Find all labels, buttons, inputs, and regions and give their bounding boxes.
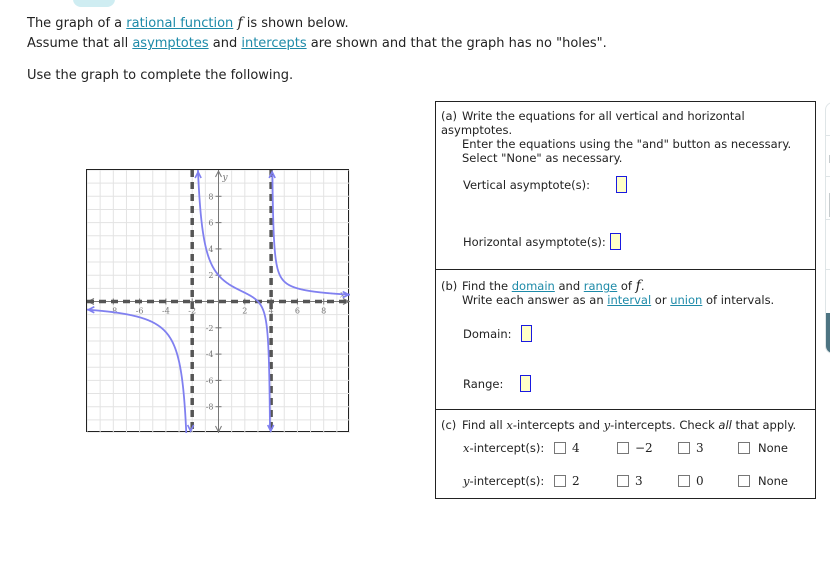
top-tab-pill <box>73 0 115 7</box>
checkbox[interactable] <box>738 442 750 454</box>
y-intercept-option-2[interactable]: 2 <box>554 474 580 488</box>
x-axis-label: x <box>340 290 346 301</box>
y-intercept-option-none[interactable]: None <box>738 474 788 488</box>
vertical-asymptote-label: Vertical asymptote(s): <box>463 177 591 192</box>
x-intercept-option-neg2[interactable]: −2 <box>617 441 653 455</box>
checkbox[interactable] <box>554 475 566 487</box>
x-tick-label: -6 <box>135 306 144 316</box>
y-intercept-option-3[interactable]: 3 <box>617 474 643 488</box>
checkbox[interactable] <box>554 442 566 454</box>
y-axis-label: y <box>222 173 228 183</box>
link-intercepts[interactable]: intercepts <box>241 36 307 51</box>
y-tick-label: 4 <box>208 244 214 254</box>
question-panel <box>435 101 816 499</box>
x-tick-label: 2 <box>242 306 248 316</box>
domain-input[interactable] <box>521 325 532 342</box>
horizontal-asymptote-row <box>463 233 621 250</box>
y-tick-label: 2 <box>208 271 214 281</box>
x-tick-label: -4 <box>162 306 170 316</box>
y-tick-label: 6 <box>208 218 214 228</box>
part-c-instructions: (c) Find all x-intercepts and y-intercepts. Check all that apply. <box>441 418 797 432</box>
link-interval[interactable]: interval <box>607 293 652 307</box>
x-intercept-label: x -intercept(s): <box>463 441 545 455</box>
x-tick-label: -2 <box>188 306 197 316</box>
y-intercept-option-0[interactable]: 0 <box>678 474 704 488</box>
part-b-instructions: (b) Find the domain and range of f. Write each answer as an interval or union of intervals. <box>441 278 775 307</box>
intro-line-1: The graph of a rational function f is shown below. <box>27 15 349 31</box>
side-toolbar[interactable] <box>825 102 830 354</box>
x-intercept-option-4[interactable]: 4 <box>554 441 580 455</box>
part-b-section <box>436 270 815 410</box>
link-asymptotes[interactable]: asymptotes <box>132 36 209 51</box>
intro-line-2: Assume that all asymptotes and intercepts are shown and that the graph has no "holes". <box>27 36 607 51</box>
checkbox[interactable] <box>617 475 629 487</box>
checkbox[interactable] <box>678 475 690 487</box>
problem-intro <box>27 13 607 86</box>
domain-label: Domain: <box>463 326 512 341</box>
y-tick-label: -4 <box>205 350 214 360</box>
rational-function-graph <box>86 169 349 432</box>
link-union[interactable]: union <box>670 293 703 307</box>
intro-line-3: Use the graph to complete the following. <box>27 68 294 83</box>
x-intercept-option-3[interactable]: 3 <box>678 441 704 455</box>
horizontal-asymptote-label: Horizontal asymptote(s): <box>463 234 606 249</box>
part-a-instructions: (a) Write the equations for all vertical and horizontal asymptotes. Enter the equations using the "and" button as necessary. Select "None" as necessary. <box>441 109 792 165</box>
y-tick-label: -2 <box>205 323 214 333</box>
function-variable: f <box>237 15 243 31</box>
part-a-section <box>436 102 815 270</box>
vertical-asymptote-row <box>463 176 627 193</box>
horizontal-asymptote-input[interactable] <box>610 233 621 250</box>
range-label: Range: <box>463 376 504 391</box>
checkbox[interactable] <box>738 475 750 487</box>
link-domain[interactable]: domain <box>511 279 555 293</box>
x-tick-label: 6 <box>294 306 300 316</box>
x-tick-label: 8 <box>321 306 327 316</box>
link-range[interactable]: range <box>583 279 618 293</box>
checkbox[interactable] <box>678 442 690 454</box>
toolbar-active-button[interactable] <box>826 313 830 353</box>
domain-row <box>463 325 532 342</box>
x-tick-label: -8 <box>109 306 118 316</box>
y-tick-label: -6 <box>205 376 214 386</box>
checkbox[interactable] <box>617 442 629 454</box>
y-tick-label: 8 <box>208 192 214 202</box>
y-tick-label: -8 <box>205 402 214 412</box>
range-row <box>463 375 531 392</box>
vertical-asymptote-input[interactable] <box>616 176 627 193</box>
range-input[interactable] <box>520 375 531 392</box>
graph-canvas <box>87 170 350 433</box>
y-intercept-label: y -intercept(s): <box>463 474 545 488</box>
part-c-section <box>436 410 815 498</box>
link-rational-function[interactable]: rational function <box>126 16 234 31</box>
x-intercept-option-none[interactable]: None <box>738 441 788 455</box>
x-tick-label: 4 <box>268 306 274 316</box>
